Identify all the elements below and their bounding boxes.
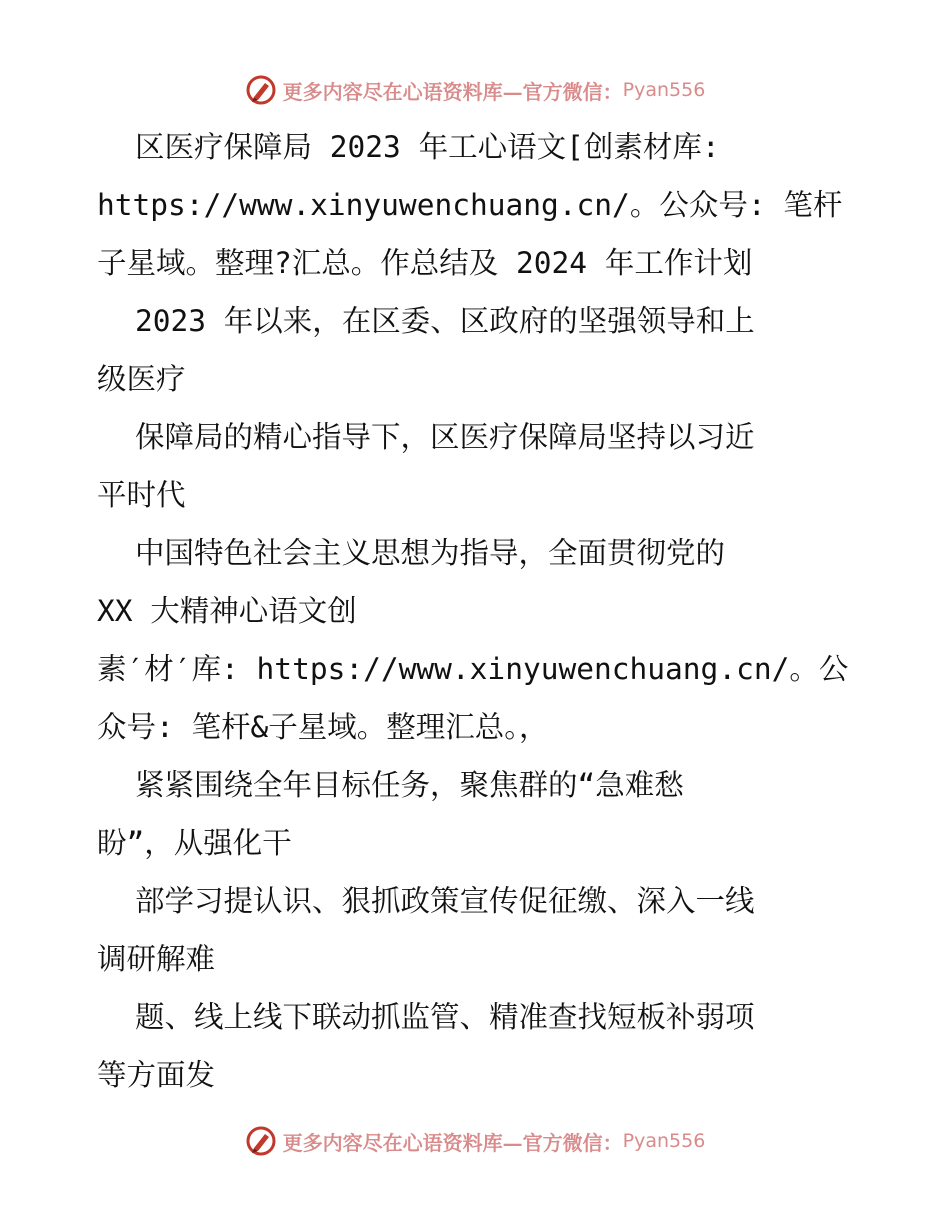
text-line: 保障局的精心指导下，区医疗保障局坚持以习近 bbox=[135, 420, 755, 454]
text-line: https://www.xinyuwenchuang.cn/。公众号: 笔杆 bbox=[97, 188, 843, 222]
document-body bbox=[97, 118, 857, 1104]
text-line: 调研解难 bbox=[97, 942, 216, 976]
text-line: 2023 年以来，在区委、区政府的坚强领导和上 bbox=[135, 304, 755, 338]
text-line: 等方面发 bbox=[97, 1058, 216, 1092]
text-line: 级医疗 bbox=[97, 362, 186, 396]
text-line: 子星域。整理?汇总。作总结及 2024 年工作计划 bbox=[97, 246, 753, 280]
header-banner bbox=[0, 70, 950, 110]
text-line: XX 大精神心语文创 bbox=[97, 594, 357, 628]
text-line: 中国特色社会主义思想为指导，全面贯彻党的 bbox=[135, 536, 726, 570]
pen-logo-icon bbox=[245, 1125, 277, 1157]
pen-logo-icon bbox=[245, 74, 277, 106]
footer-banner bbox=[0, 1121, 950, 1161]
footer-wechat-id: Pyan556 bbox=[622, 1130, 706, 1152]
text-line: 众号: 笔杆&子星域。整理汇总。， bbox=[97, 710, 549, 744]
text-line: 区医疗保障局 2023 年工心语文[创素材库: bbox=[135, 130, 720, 164]
text-line: 平时代 bbox=[97, 478, 186, 512]
text-line: 题、线上线下联动抓监管、精准查找短板补弱项 bbox=[135, 1000, 755, 1034]
text-line: 紧紧围绕全年目标任务，聚焦群的“急难愁 bbox=[135, 768, 684, 802]
text-line: 盼”，从强化干 bbox=[97, 826, 292, 860]
text-line: 素′材′库: https://www.xinyuwenchuang.cn/。公 bbox=[97, 652, 849, 686]
footer-banner-text: 更多内容尽在心语资料库—官方微信： bbox=[282, 1130, 623, 1155]
header-wechat-id: Pyan556 bbox=[622, 79, 706, 101]
text-line: 部学习提认识、狠抓政策宣传促征缴、深入一线 bbox=[135, 884, 755, 918]
header-banner-text: 更多内容尽在心语资料库—官方微信： bbox=[282, 79, 623, 104]
